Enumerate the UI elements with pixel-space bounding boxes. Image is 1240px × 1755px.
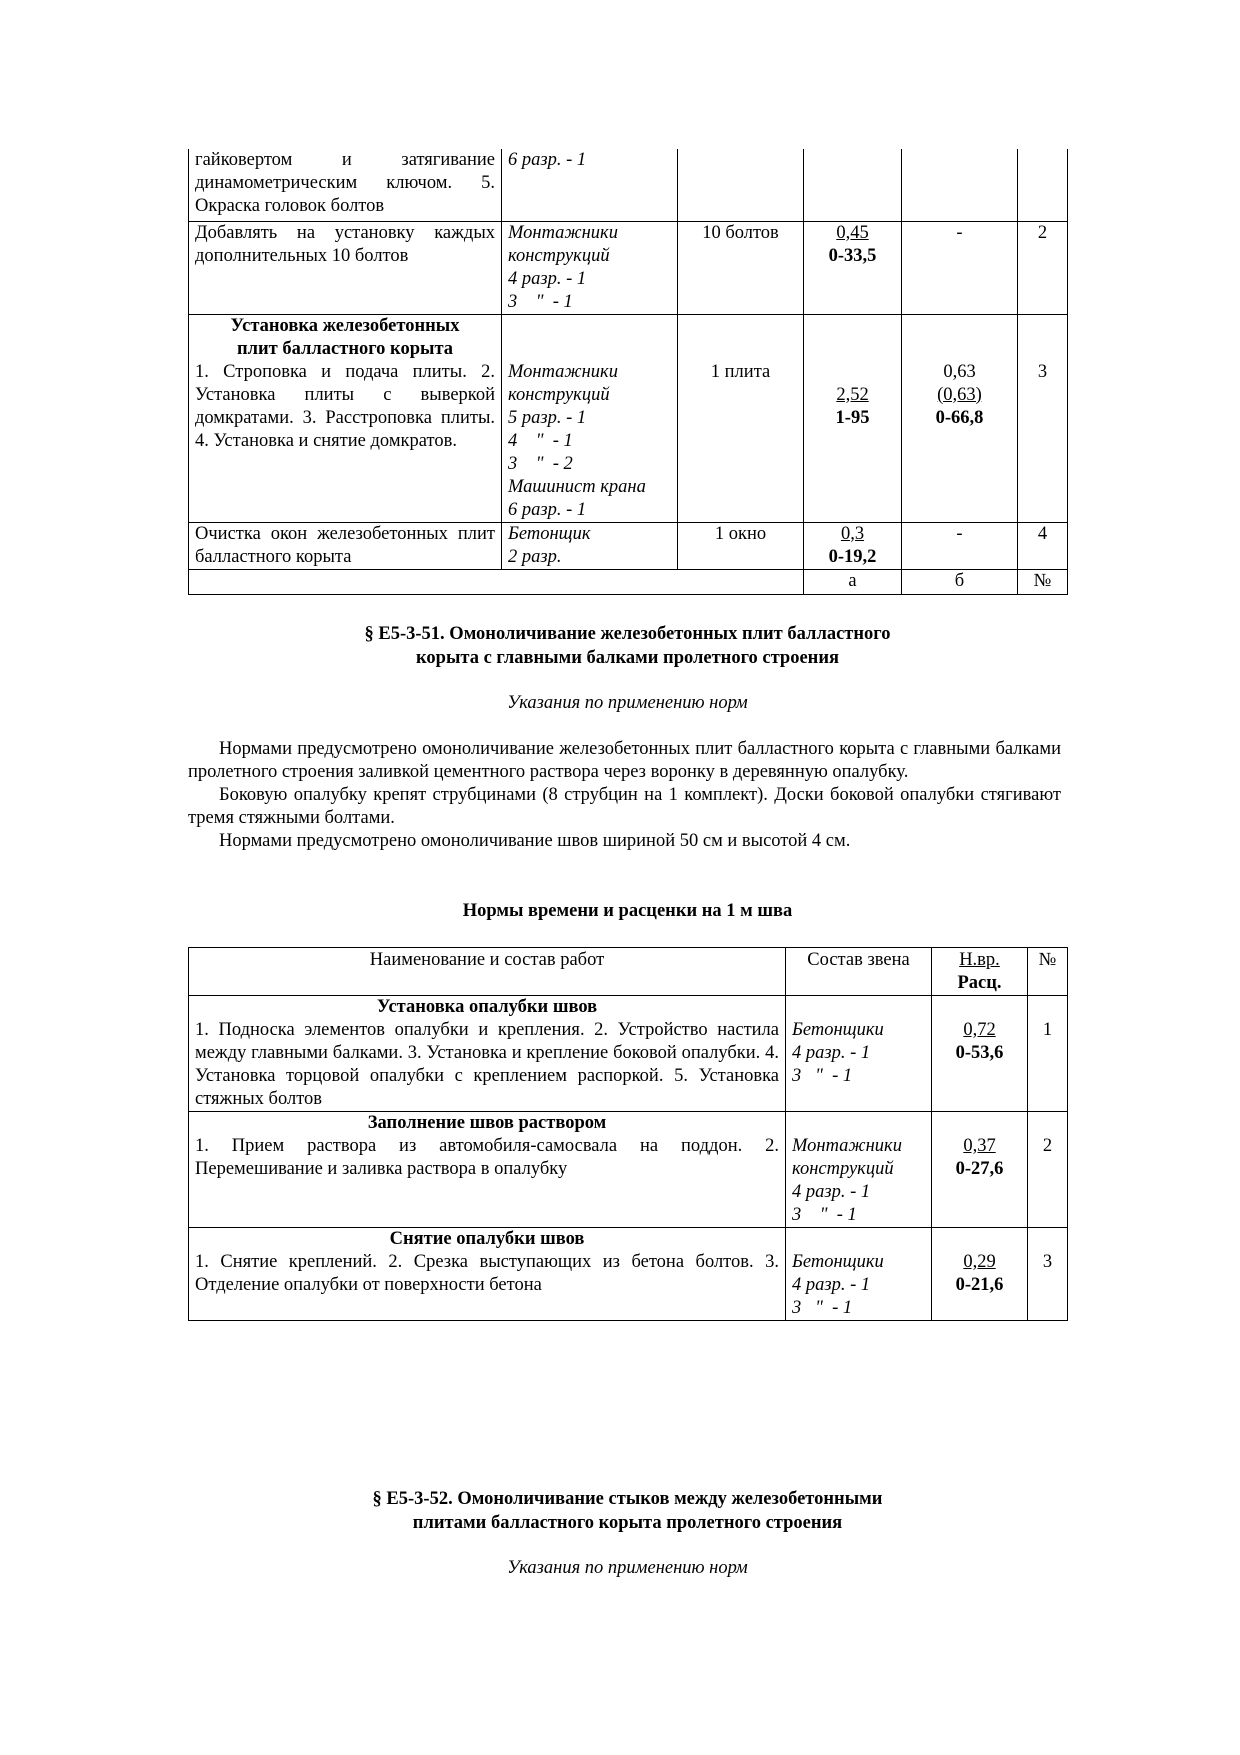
work-title: Снятие опалубки швов [389,1229,585,1249]
paragraph: Боковую опалубку крепят струбцинами (8 струбцин на 1 комплект). Доски боковой опалубки стягивают тремя стяжными болтами. [188,785,1061,828]
footer-column-b: б [902,569,1018,594]
norms-table-title: Нормы времени и расценки на 1 м шва [462,901,793,921]
price: 0-19,2 [828,546,877,567]
section-51-body [188,738,1061,853]
time-norm: 0,45 [836,222,869,243]
crew-cell: Бетонщик 2 разр. [502,522,678,569]
time-norm: 0,37 [963,1136,996,1156]
table-row [189,1228,1068,1321]
crew-cell: Бетонщики 4 разр. - 1 3 " - 1 [786,1228,932,1321]
time-norm: 2,52 [836,384,869,405]
work-description-cell: Снятие опалубки швов 1. Снятие креплений. 2. Срезка выступающих из бетона болтов. 3. Отделение опалубки от поверхности бетона [189,1228,786,1321]
footer-blank-cell [502,569,678,594]
crew-cell: 6 разр. - 1 [502,149,678,221]
work-description-cell: Очистка окон железобетонных плит балластного корыта [189,522,502,569]
price: 0-33,5 [828,245,877,266]
price: 0-27,6 [955,1159,1004,1179]
norm-cell [932,996,1028,1112]
time-norm: 0,3 [840,523,865,544]
section-52-subtitle: Указания по применению норм [507,1558,748,1578]
paragraph: Нормами предусмотрено омоноличивание швов шириной 50 см и высотой 4 см. [219,831,851,851]
unit-cell [678,149,804,221]
crew-cell: Монтажники конструкций 4 разр. - 1 3 " - 1 [786,1112,932,1228]
unit-cell: 1 окно [678,522,804,569]
table-row [189,314,1068,522]
crew-cell: Монтажники конструкций 5 разр. - 1 4 " - 1 3 " - 2 Машинист крана 6 разр. - 1 [502,314,678,522]
row-number-cell: 2 [1018,221,1068,314]
norm-b-cell: 0,63 (0,63) 0-66,8 [902,314,1018,522]
norm-cell [932,1112,1028,1228]
table-row [189,996,1068,1112]
row-number-cell: 3 [1018,314,1068,522]
norm-a-cell [804,149,902,221]
norm-cell [932,1228,1028,1321]
section-51-title: § Е5-3-51. Омоноличивание железобетонных плит балластного корыта с главными балками пролетного строения [364,624,891,668]
norm-b-cell: - [902,522,1018,569]
norms-table-continuation [188,149,1068,595]
norm-b-cell [902,149,1018,221]
norm-b-cell: - [902,221,1018,314]
table-footer-row [189,569,1068,594]
work-title: Заполнение швов раствором [367,1113,607,1133]
footer-column-a: а [804,569,902,594]
header-norm: Н.вр. Расц. [932,948,1028,996]
footer-blank-cell [189,569,502,594]
row-number-cell: 3 [1028,1228,1068,1321]
table-row [189,522,1068,569]
price: 0-21,6 [955,1275,1004,1295]
row-number-cell: 4 [1018,522,1068,569]
work-description-cell: Установка железобетонных плит балластного корыта 1. Строповка и подача плиты. 2. Установка плиты с выверкой домкратами. 3. Расстроповка плиты. 4. Установка и снятие домкратов. [189,314,502,522]
norm-a-cell [804,221,902,314]
header-num: № [1028,948,1068,996]
unit-cell: 1 плита [678,314,804,522]
work-title: Установка железобетонных плит балластного корыта [230,315,460,359]
time-norm: 0,29 [963,1252,996,1272]
crew-cell: Монтажники конструкций 4 разр. - 1 3 " - 1 [502,221,678,314]
norm-a-cell [804,314,902,522]
header-crew: Состав звена [786,948,932,996]
paragraph: Нормами предусмотрено омоноличивание железобетонных плит балластного корыта с главными балками пролетного строения заливкой цементного раствора через воронку в деревянную опалубку. [188,739,1061,782]
time-norm: 0,72 [963,1020,996,1040]
table-row [189,149,1068,221]
work-description-cell: Заполнение швов раствором 1. Прием раствора из автомобиля-самосвала на поддон. 2. Перемешивание и заливка раствора в опалубку [189,1112,786,1228]
norm-a-cell [804,522,902,569]
norms-table [188,947,1068,1321]
table-row [189,1112,1068,1228]
crew-cell: Бетонщики 4 разр. - 1 3 " - 1 [786,996,932,1112]
table-header-row [189,948,1068,996]
section-51-subtitle: Указания по применению норм [507,693,748,713]
row-number-cell: 1 [1028,996,1068,1112]
price: 0-53,6 [955,1043,1004,1063]
row-number-cell [1018,149,1068,221]
work-description-cell: гайковертом и затягивание динамометрическим ключом. 5. Окраска головок болтов [189,149,502,221]
table-row [189,221,1068,314]
work-description-cell: Установка опалубки швов 1. Подноска элементов опалубки и крепления. 2. Устройство настила между главными балками. 3. Установка и крепление боковой опалубки. 4. Установка торцовой опалубки с креплением распоркой. 5. Установка стяжных болтов [189,996,786,1112]
row-number-cell: 2 [1028,1112,1068,1228]
header-work: Наименование и состав работ [189,948,786,996]
footer-blank-cell [678,569,804,594]
price: 1-95 [835,407,870,428]
section-52-title: § Е5-3-52. Омоноличивание стыков между железобетонными плитами балластного корыта пролетного строения [372,1489,883,1533]
unit-cell: 10 болтов [678,221,804,314]
footer-column-num: № [1018,569,1068,594]
work-title: Установка опалубки швов [376,997,598,1017]
work-description-cell: Добавлять на установку каждых дополнительных 10 болтов [189,221,502,314]
